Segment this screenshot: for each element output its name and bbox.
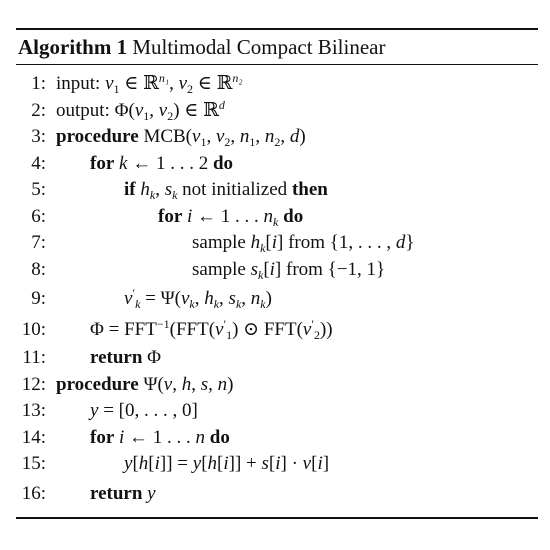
code-token: i [271,232,278,253]
code-token: )) [319,319,333,340]
title-rule [16,64,538,65]
code-token: s [250,258,258,280]
code-token: ← 1 . . . [124,426,196,448]
code-token: v [302,453,312,474]
code-token: n [239,126,250,147]
code-token: s [261,453,269,474]
line-number: 4: [31,152,46,174]
algorithm-line [16,98,538,125]
code-token: h [181,373,192,395]
bottom-rule [16,517,538,519]
line-code [124,283,272,314]
code-token: h [204,288,214,309]
line-number: 15: [21,453,46,474]
code-token: k [135,297,141,311]
line-number: 9: [31,288,46,309]
code-token: h [250,232,261,253]
code-token: ← 1 . . . [192,205,264,227]
code-token: ∈ ℝ [119,73,159,94]
keyword: return [90,482,143,504]
code-token: , [219,288,229,309]
code-token: , [206,126,216,147]
code-token: s [228,288,236,309]
algorithm-line [16,151,538,178]
code-token: ] from {−1, 1} [274,258,386,280]
line-number: 1: [31,73,46,94]
line-code [56,71,243,98]
code-token: Φ [142,347,162,368]
line-code [56,124,306,151]
code-token: i [119,426,125,448]
keyword: return [90,347,143,368]
code-token: , [241,288,251,309]
line-code [192,257,385,284]
algorithm-line [16,372,538,399]
code-token: v [180,288,190,309]
code-token: k [119,152,128,174]
code-token: k [189,297,195,311]
code-token: 2 [167,108,174,123]
code-token: , [280,126,290,147]
line-code [90,398,198,425]
code-token: = Ψ( [140,288,181,309]
code-token: n [217,373,228,395]
code-token: ] from {1, . . . , [277,232,396,253]
code-token: k [172,188,178,202]
code-token: 1 [226,328,233,342]
line-code [90,478,156,509]
keyword: for [158,205,183,227]
code-token: ] · [280,453,303,474]
code-token: i [187,205,193,227]
code-token: d [218,97,225,112]
line-number: 8: [31,258,46,280]
keyword: do [283,205,304,227]
code-token: k [260,297,266,311]
code-token: , [169,73,179,94]
code-token: n [263,205,274,227]
code-token: [ [217,453,224,474]
code-token: ]] = [159,453,193,474]
code-token: k [149,188,156,202]
algorithm-label: Algorithm 1 [18,35,128,59]
code-token: ′ [223,317,227,331]
code-token: ) [265,288,272,309]
code-token: 2 [224,135,231,149]
code-token: , [172,373,182,395]
code-token: v [215,126,225,147]
code-token: 1 [249,135,256,149]
code-token: n [195,426,206,448]
code-token: [ [265,232,272,253]
algorithm-line [16,425,538,452]
code-token: h [140,179,150,200]
code-token: , [255,126,265,147]
code-token: ]] + [228,453,262,474]
code-token: } [405,232,415,253]
code-token: i [269,258,275,280]
code-token: ) ⊙ FFT( [232,319,303,340]
code-token: , [230,126,240,147]
algorithm-line [16,314,538,345]
code-token: Ψ( [138,373,164,395]
code-token: v [134,99,144,121]
code-token: −1 [156,317,170,331]
code-token: k [257,267,264,282]
keyword: do [209,426,230,448]
line-number: 7: [31,232,46,253]
code-token: [ [268,453,276,474]
code-token: v [124,288,133,309]
keyword: do [212,152,234,174]
line-number: 3: [31,126,46,147]
code-token: y [90,400,99,421]
code-token: , [208,373,218,395]
line-code [90,314,333,345]
line-code [56,98,225,125]
code-token: [ [263,258,270,280]
code-token: v [302,319,312,340]
code-token: ) [299,126,306,147]
line-number: 14: [21,426,46,448]
keyword: procedure [56,126,139,147]
code-token: v [178,73,187,94]
code-token: i [223,453,229,474]
algorithm-name: Multimodal Compact Bilinear [132,35,386,59]
code-token: n [264,126,275,147]
line-number: 2: [31,99,46,121]
code-token: (FFT( [169,319,216,340]
line-code [56,372,233,399]
algorithm-line [16,230,538,257]
code-token: v [215,319,224,340]
code-token: y [124,453,133,474]
code-token: 1 [200,135,207,149]
keyword: for [90,426,115,448]
code-token: , [155,179,165,200]
algorithm-lines [16,71,538,509]
code-token: 1 [113,82,120,96]
code-token: not initialized [177,179,292,200]
code-token: ) [227,373,234,395]
code-token: ← 1 . . . 2 [127,152,213,174]
code-token: Φ = FFT [90,319,157,340]
code-token: d [289,126,300,147]
code-token: MCB( [138,126,193,147]
line-number: 6: [31,205,46,227]
code-token: ∈ ℝ [193,73,233,94]
code-token: ′ [311,317,314,331]
line-number: 11: [22,347,46,368]
line-code [124,451,329,478]
line-number: 12: [21,373,46,395]
algorithm-line [16,257,538,284]
algorithm-line [16,124,538,151]
algorithm-line [16,177,538,204]
code-token: sample [192,258,251,280]
code-token: i [275,453,281,474]
code-token: 2 [313,328,320,342]
code-token: [ [201,453,208,474]
code-token: n₂ [232,71,243,85]
code-token: ) ∈ ℝ [173,99,219,121]
line-code [158,204,303,231]
code-token: 2 [274,135,281,149]
algorithm-line [16,345,538,372]
code-token: i [317,453,323,474]
code-token: [ [132,453,139,474]
line-number: 16: [21,482,46,504]
code-token: y [192,453,202,474]
keyword: procedure [56,373,139,395]
algorithm-line [16,204,538,231]
line-number: 5: [31,179,46,200]
algorithm-line [16,398,538,425]
line-code [90,425,230,452]
code-token: k [235,297,242,311]
code-token: i [154,453,160,474]
code-token: , [194,288,205,309]
code-token: , [149,99,159,121]
line-number: 13: [21,400,46,421]
algorithm-line [16,283,538,314]
code-token: h [138,453,149,474]
code-token: y [147,482,156,504]
code-token: = [0, . . . , 0] [98,400,198,421]
line-code [90,151,233,178]
code-token: k [213,297,220,311]
keyword: if [124,179,136,200]
line-code [192,230,415,257]
code-token: k [260,241,266,255]
code-token: v [158,99,168,121]
line-number: 10: [21,319,46,340]
code-token: 2 [187,82,193,96]
code-token: v [105,73,114,94]
code-token: v [163,373,173,395]
algorithm-block [16,28,538,519]
algorithm-line [16,478,538,509]
keyword: for [90,152,115,174]
keyword: then [291,179,328,200]
code-token: h [207,453,218,474]
line-code [124,177,328,204]
code-token: input: [56,73,106,94]
code-token: ] [322,453,330,474]
code-token: 1 [143,108,150,123]
code-token: [ [311,453,318,474]
code-token: s [164,179,173,200]
code-token: v [192,126,201,147]
code-token: k [273,214,279,229]
code-token: s [200,373,209,395]
code-token: d [395,232,406,253]
code-token: output: Φ( [56,99,135,121]
algorithm-title [16,30,538,60]
code-token: [ [148,453,155,474]
algorithm-line [16,71,538,98]
code-token: n [250,288,261,309]
code-token: , [191,373,201,395]
code-token: sample [192,232,251,253]
algorithm-line [16,451,538,478]
line-code [90,345,161,372]
code-token: n₁ [158,71,170,85]
code-token: ′ [132,286,136,300]
